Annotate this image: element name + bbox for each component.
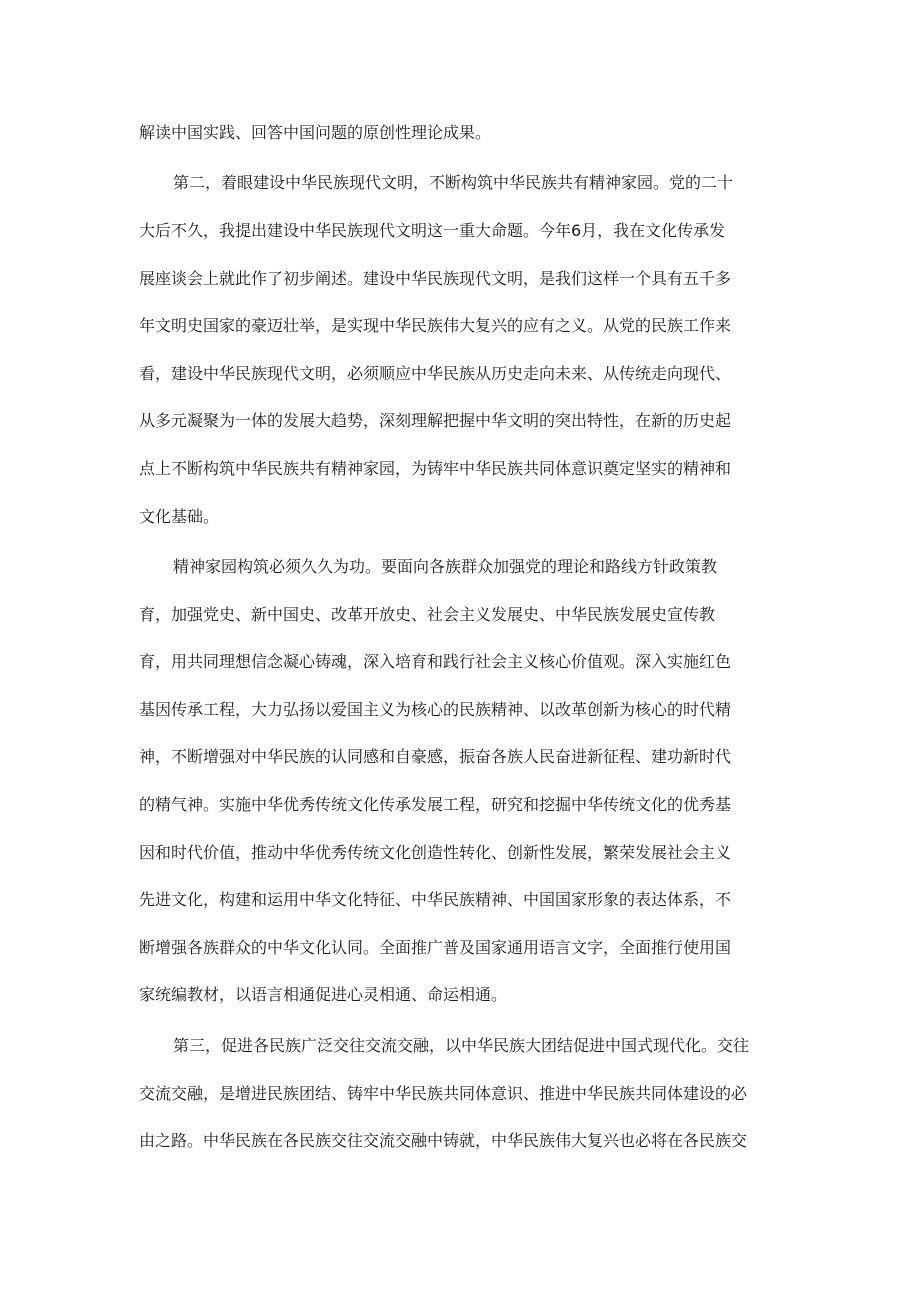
paragraph-line: 断增强各族群众的中华文化认同。全面推广普及国家通用语言文字，全面推行使用国	[139, 938, 732, 957]
paragraph-line: 从多元凝聚为一体的发展大趋势，深刻理解把握中华文明的突出特性，在新的历史起	[139, 411, 732, 430]
paragraph-line: 育，加强党史、新中国史、改革开放史、社会主义发展史、中华民族发展史宣传教	[139, 605, 716, 624]
paragraph-line: 展座谈会上就此作了初步阐述。建设中华民族现代文明，是我们这样一个具有五千多	[139, 269, 732, 288]
paragraph-line: 看，建设中华民族现代文明，必须顺应中华民族从历史走向未来、从传统走向现代、	[139, 364, 732, 383]
paragraph-line: 神，不断增强对中华民族的认同感和自豪感，振奋各族人民奋进新征程、建功新时代	[139, 747, 732, 766]
paragraph-line: 第二，着眼建设中华民族现代文明，不断构筑中华民族共有精神家园。党的二十	[173, 173, 734, 192]
paragraph-line: 交流交融，是增进民族团结、铸牢中华民族共同体意识、推进中华民族共同体建设的必	[139, 1084, 748, 1103]
paragraph-line: 因和时代价值，推动中华优秀传统文化创造性转化、创新性发展，繁荣发展社会主义	[139, 843, 732, 862]
paragraph-line: 解读中国实践、回答中国问题的原创性理论成果。	[139, 123, 492, 142]
paragraph-line: 基因传承工程，大力弘扬以爱国主义为核心的民族精神、以改革创新为核心的时代精	[139, 700, 732, 719]
paragraph-line: 第三，促进各民族广泛交往交流交融，以中华民族大团结促进中国式现代化。交往	[173, 1036, 750, 1055]
paragraph-line: 大后不久，我提出建设中华民族现代文明这一重大命题。今年6月，我在文化传承发	[139, 221, 726, 240]
paragraph-line: 育，用共同理想信念凝心铸魂，深入培育和践行社会主义核心价值观。深入实施红色	[139, 652, 732, 671]
paragraph-line: 年文明史国家的豪迈壮举，是实现中华民族伟大复兴的应有之义。从党的民族工作来	[139, 316, 732, 335]
paragraph-line: 先进文化，构建和运用中华文化特征、中华民族精神、中国国家形象的表达体系，不	[139, 890, 732, 909]
paragraph-line: 文化基础。	[139, 507, 220, 526]
paragraph-line: 的精气神。实施中华优秀传统文化传承发展工程，研究和挖掘中华传统文化的优秀基	[139, 795, 732, 814]
paragraph-line: 家统编教材，以语言相通促进心灵相通、命运相通。	[139, 985, 508, 1004]
paragraph-line: 精神家园构筑必须久久为功。要面向各族群众加强党的理论和路线方针政策教	[173, 557, 718, 576]
paragraph-line: 由之路。中华民族在各民族交往交流交融中铸就，中华民族伟大复兴也必将在各民族交	[139, 1131, 748, 1150]
paragraph-line: 点上不断构筑中华民族共有精神家园，为铸牢中华民族共同体意识奠定坚实的精神和	[139, 459, 732, 478]
